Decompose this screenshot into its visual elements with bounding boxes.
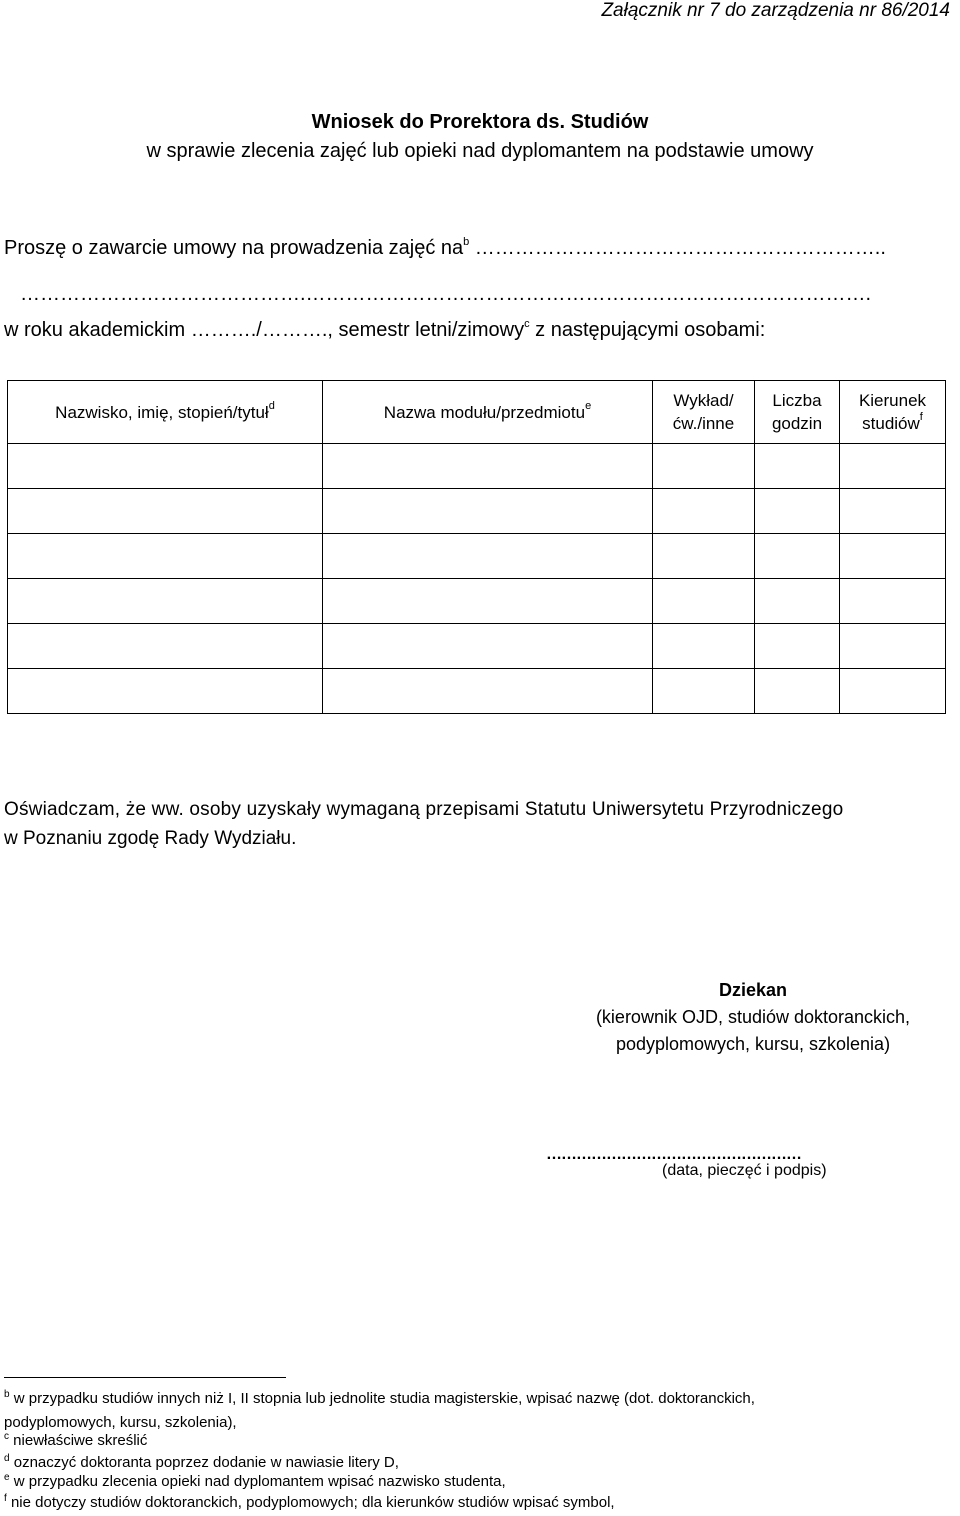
academic-year-text: w roku akademickim ………./………., semestr letni/zimowy (4, 319, 525, 341)
table-row (8, 624, 946, 669)
footnote-ref-c: c (524, 318, 530, 330)
request-line-1 (4, 237, 886, 260)
signatory-role: Dziekan (718, 980, 788, 1000)
footnote-c: $^c$ niewłaściwe skreślić (4, 1431, 148, 1449)
table-cell[interactable] (323, 624, 653, 669)
table-cell[interactable] (323, 444, 653, 489)
table-cell[interactable] (8, 624, 323, 669)
footnote-f: $^f$ nie dotyczy studiów doktoranckich, podyplomowych; dla kierunków studiów wpisać symbol, (4, 1493, 615, 1511)
document-title: Wniosek do Prorektora ds. Studiów (311, 111, 649, 133)
table-cell[interactable] (755, 489, 840, 534)
table-header-row (8, 381, 946, 444)
request-line-2: …………………………………….…………………………………………………………………………. (20, 283, 872, 305)
footnote-b-continued: podyplomowych, kursu, szkolenia), (4, 1414, 237, 1431)
table-cell[interactable] (755, 624, 840, 669)
persons-intro-text: z następującymi osobami: (529, 319, 766, 341)
request-line-3 (4, 319, 765, 342)
col-type-header: Wykład/ ćw./inne (653, 381, 755, 444)
table-cell[interactable] (8, 534, 323, 579)
table-row (8, 489, 946, 534)
course-name-fill: …………………………………………………….. (469, 237, 886, 259)
col-hours-header: Liczba godzin (755, 381, 840, 444)
table-row (8, 669, 946, 714)
col-field-header: Kierunek studiów$^f$ (840, 381, 946, 444)
table-cell[interactable] (840, 444, 946, 489)
request-text: Proszę o zawarcie umowy na prowadzenia zajęć na (4, 237, 464, 259)
table-cell[interactable] (323, 669, 653, 714)
table-cell[interactable] (653, 489, 755, 534)
signature-caption: (data, pieczęć i podpis) (662, 1162, 827, 1179)
statement-line-1: Oświadczam, że ww. osoby uzyskały wymaganą przepisami Statutu Uniwersytetu Przyrodniczego (4, 799, 844, 820)
table-cell[interactable] (653, 669, 755, 714)
table-cell[interactable] (755, 444, 840, 489)
signatory-block (548, 977, 958, 1058)
table-cell[interactable] (323, 579, 653, 624)
table-cell[interactable] (653, 444, 755, 489)
signatory-detail-2: podyplomowych, kursu, szkolenia) (615, 1034, 891, 1054)
persons-table (7, 380, 946, 714)
table-cell[interactable] (755, 534, 840, 579)
footnote-d: $^d$ oznaczyć doktoranta poprzez dodanie w nawiasie litery D, (4, 1453, 399, 1471)
table-cell[interactable] (8, 489, 323, 534)
table-cell[interactable] (8, 669, 323, 714)
footnote-ref-b: b (463, 236, 470, 248)
table-cell[interactable] (840, 534, 946, 579)
table-cell[interactable] (653, 624, 755, 669)
document-subtitle: w sprawie zlecenia zajęć lub opieki nad dyplomantem na podstawie umowy (146, 140, 814, 162)
table-cell[interactable] (840, 624, 946, 669)
table-cell[interactable] (323, 489, 653, 534)
table-cell[interactable] (8, 444, 323, 489)
table-row (8, 444, 946, 489)
table-cell[interactable] (653, 579, 755, 624)
statement-line-2: w Poznaniu zgodę Rady Wydziału. (4, 828, 297, 849)
table-cell[interactable] (755, 579, 840, 624)
signatory-detail-1: (kierownik OJD, studiów doktoranckich, (595, 1007, 911, 1027)
footnote-divider (4, 1377, 286, 1378)
table-cell[interactable] (840, 489, 946, 534)
annex-header: Załącznik nr 7 do zarządzenia nr 86/2014 (601, 0, 950, 21)
footnote-e: $^e$ w przypadku zlecenia opieki nad dyplomantem wpisać nazwisko studenta, (4, 1472, 506, 1490)
col-name-header: Nazwisko, imię, stopień/tytuł$^d$ (8, 381, 323, 444)
col-module-header: Nazwa modułu/przedmiotu$^e$ (323, 381, 653, 444)
table-row (8, 534, 946, 579)
table-row (8, 579, 946, 624)
table-cell[interactable] (840, 579, 946, 624)
table-cell[interactable] (755, 669, 840, 714)
table-cell[interactable] (323, 534, 653, 579)
table-cell[interactable] (840, 669, 946, 714)
footnote-b: $^b$ w przypadku studiów innych niż I, II stopnia lub jednolite studia magisterskie, wpisać nazwę (dot. doktoranckich, (4, 1389, 755, 1407)
signature-line: …………………………………………… (546, 1146, 801, 1163)
table-cell[interactable] (653, 534, 755, 579)
table-cell[interactable] (8, 579, 323, 624)
